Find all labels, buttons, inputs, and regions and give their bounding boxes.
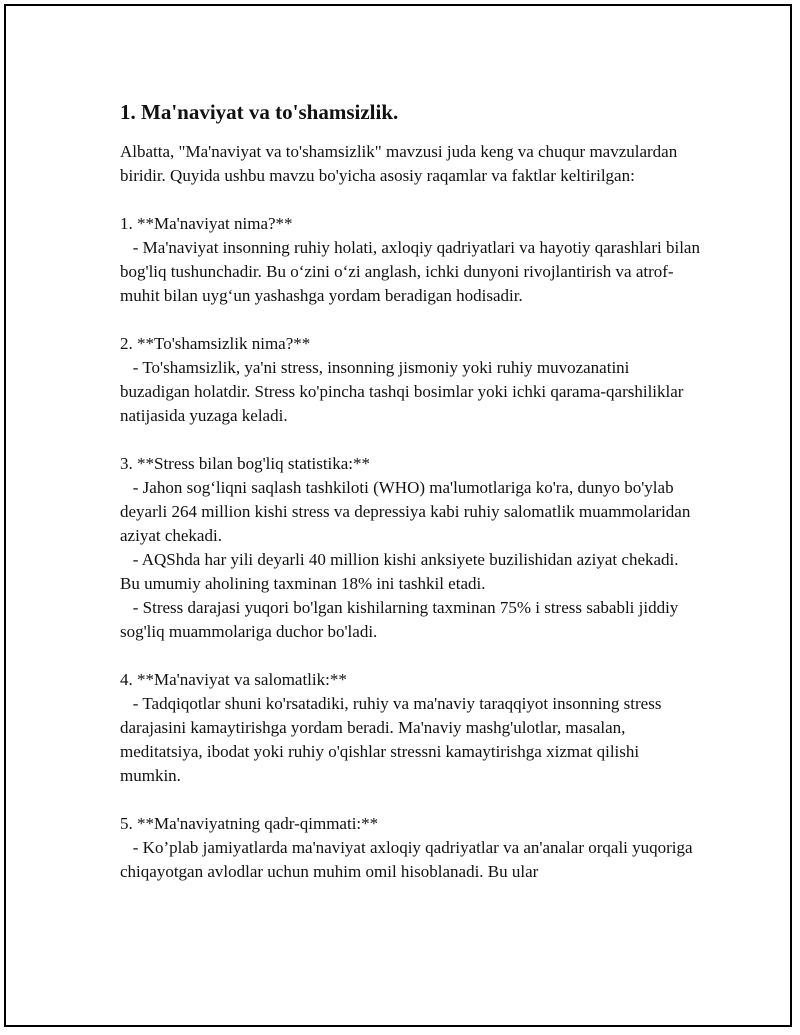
document-body [120,98,705,884]
section-1-item-1: - Ma'naviyat insonning ruhiy holati, axloqiy qadriyatlari va hayotiy qarashlari bilan bog'liq tushunchadir. Bu o‘zini o‘zi anglash, ichki dunyoni rivojlantirish va atrof-muhit bilan uyg‘un yashashga yordam beradigan hodisadir. [120,238,705,305]
paragraph-spacer [120,428,700,452]
section-3-item-1: - Jahon sog‘liqni saqlash tashkiloti (WHO) ma'lumotlariga ko'ra, dunyo bo'ylab deyarli 264 million kishi stress va depressiya kabi ruhiy salomatlik muammolaridan aziyat chekadi. [120,478,695,545]
section-5-item-1: - Ko’plab jamiyatlarda ma'naviyat axloqiy qadriyatlar va an'analar orqali yuqoriga chiqayotgan avlodlar uchun muhim omil hisoblanadi. Bu ular [120,838,697,881]
section-5-heading: 5. **Ma'naviyatning qadr-qimmati:** [120,814,379,833]
section-2-heading: 2. **To'shamsizlik nima?** [120,334,311,353]
section-3-item-3: - Stress darajasi yuqori bo'lgan kishilarning taxminan 75% i stress sababli jiddiy sog'liq muammolariga duchor bo'ladi. [120,598,683,641]
intro-paragraph: Albatta, "Ma'naviyat va to'shamsizlik" mavzusi juda keng va chuqur mavzulardan biridir. Quyida ushbu mavzu bo'yicha asosiy raqamlar va faktlar keltirilgan: [120,142,682,185]
section-4-item-1: - Tadqiqotlar shuni ko'rsatadiki, ruhiy va ma'naviy taraqqiyot insonning stress darajasini kamaytirishga yordam beradi. Ma'naviy mashg'ulotlar, masalan, meditatsiya, ibodat yoki ruhiy o'qishlar stressni kamaytirishga xizmat qilishi mumkin. [120,694,666,785]
paragraph-spacer [120,788,700,812]
document-title: 1. Ma'naviyat va to'shamsizlik. [120,100,399,124]
section-1-heading: 1. **Ma'naviyat nima?** [120,214,293,233]
paragraph-spacer [120,308,700,332]
paragraph-spacer [120,644,700,668]
section-3-heading: 3. **Stress bilan bog'liq statistika:** [120,454,371,473]
section-2-item-1: - To'shamsizlik, ya'ni stress, insonning jismoniy yoki ruhiy muvozanatini buzadigan holatdir. Stress ko'pincha tashqi bosimlar yoki ichki qarama-qarshiliklar natijasida yuzaga keladi. [120,358,688,425]
document-page [4,4,792,1027]
paragraph-spacer [120,188,700,212]
section-4-heading: 4. **Ma'naviyat va salomatlik:** [120,670,347,689]
section-3-item-2: - AQShda har yili deyarli 40 million kishi anksiyete buzilishidan aziyat chekadi. Bu umumiy aholining taxminan 18% ini tashkil etadi. [120,550,683,593]
